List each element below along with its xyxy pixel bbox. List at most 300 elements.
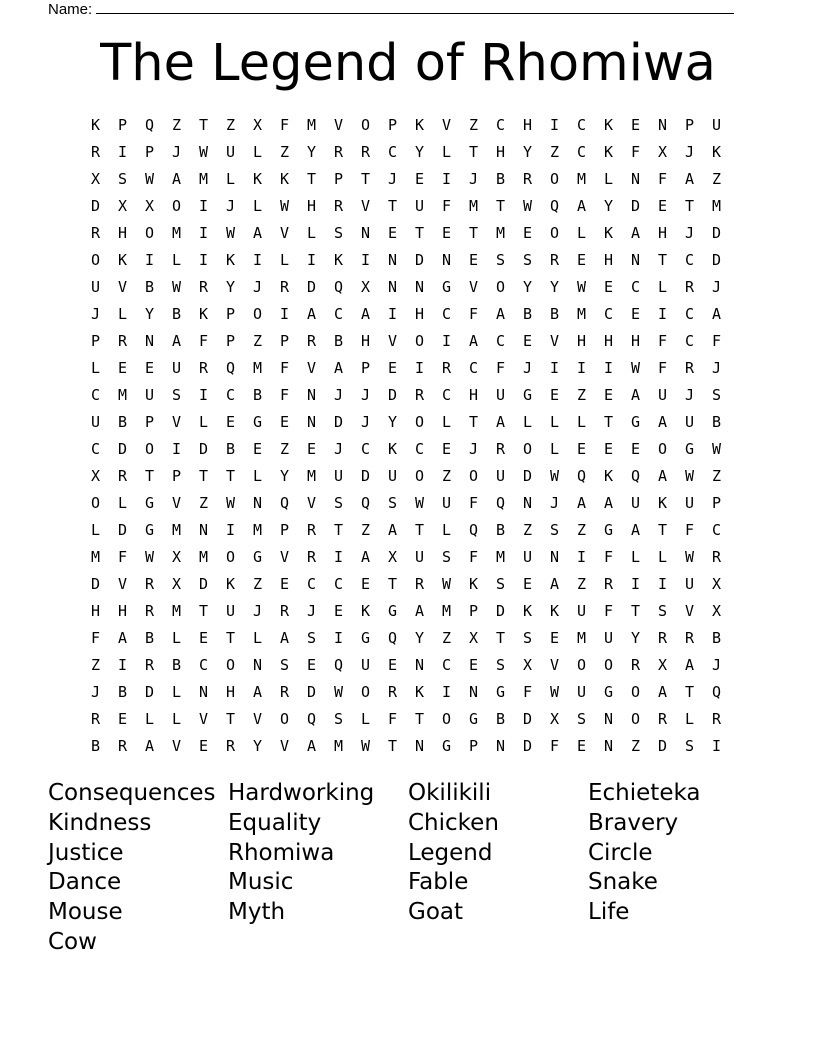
- grid-letter[interactable]: K: [603, 224, 614, 242]
- grid-letter[interactable]: E: [441, 440, 452, 458]
- grid-letter[interactable]: U: [522, 548, 533, 566]
- grid-letter[interactable]: B: [711, 629, 722, 647]
- grid-letter[interactable]: S: [711, 386, 722, 404]
- grid-letter[interactable]: Y: [522, 278, 533, 296]
- grid-letter[interactable]: Z: [468, 116, 479, 134]
- grid-letter[interactable]: B: [252, 386, 263, 404]
- grid-letter[interactable]: V: [171, 413, 182, 431]
- grid-letter[interactable]: R: [279, 683, 290, 701]
- grid-letter[interactable]: I: [414, 359, 425, 377]
- grid-letter[interactable]: I: [603, 359, 614, 377]
- grid-letter[interactable]: F: [198, 332, 209, 350]
- grid-letter[interactable]: E: [603, 440, 614, 458]
- grid-letter[interactable]: K: [549, 602, 560, 620]
- grid-letter[interactable]: L: [252, 467, 263, 485]
- grid-letter[interactable]: A: [630, 521, 641, 539]
- grid-letter[interactable]: U: [414, 197, 425, 215]
- grid-letter[interactable]: R: [90, 143, 101, 161]
- grid-letter[interactable]: R: [711, 548, 722, 566]
- grid-letter[interactable]: O: [630, 683, 641, 701]
- grid-letter[interactable]: C: [684, 251, 695, 269]
- grid-letter[interactable]: O: [90, 251, 101, 269]
- grid-letter[interactable]: Y: [252, 737, 263, 755]
- grid-letter[interactable]: T: [225, 467, 236, 485]
- grid-letter[interactable]: M: [576, 629, 587, 647]
- grid-letter[interactable]: U: [495, 386, 506, 404]
- grid-letter[interactable]: N: [252, 656, 263, 674]
- grid-letter[interactable]: V: [279, 548, 290, 566]
- grid-letter[interactable]: Q: [333, 278, 344, 296]
- grid-letter[interactable]: X: [522, 656, 533, 674]
- grid-letter[interactable]: N: [387, 251, 398, 269]
- grid-letter[interactable]: K: [333, 251, 344, 269]
- grid-letter[interactable]: F: [279, 386, 290, 404]
- grid-letter[interactable]: H: [657, 224, 668, 242]
- grid-letter[interactable]: A: [333, 359, 344, 377]
- grid-letter[interactable]: F: [468, 548, 479, 566]
- grid-letter[interactable]: L: [603, 170, 614, 188]
- grid-letter[interactable]: Z: [441, 467, 452, 485]
- grid-letter[interactable]: E: [117, 359, 128, 377]
- grid-letter[interactable]: T: [306, 170, 317, 188]
- grid-letter[interactable]: K: [360, 602, 371, 620]
- grid-letter[interactable]: H: [468, 386, 479, 404]
- grid-letter[interactable]: E: [576, 737, 587, 755]
- grid-letter[interactable]: P: [279, 332, 290, 350]
- grid-letter[interactable]: Q: [576, 467, 587, 485]
- grid-letter[interactable]: R: [360, 143, 371, 161]
- grid-letter[interactable]: F: [711, 332, 722, 350]
- grid-letter[interactable]: S: [279, 656, 290, 674]
- grid-letter[interactable]: R: [603, 575, 614, 593]
- grid-letter[interactable]: G: [252, 548, 263, 566]
- grid-letter[interactable]: O: [90, 494, 101, 512]
- grid-letter[interactable]: A: [576, 197, 587, 215]
- grid-letter[interactable]: C: [333, 575, 344, 593]
- grid-letter[interactable]: F: [657, 359, 668, 377]
- grid-letter[interactable]: X: [90, 467, 101, 485]
- grid-letter[interactable]: A: [171, 332, 182, 350]
- grid-letter[interactable]: L: [171, 251, 182, 269]
- grid-letter[interactable]: K: [603, 116, 614, 134]
- grid-letter[interactable]: U: [387, 467, 398, 485]
- grid-letter[interactable]: U: [603, 629, 614, 647]
- grid-letter[interactable]: E: [252, 440, 263, 458]
- grid-letter[interactable]: R: [306, 548, 317, 566]
- grid-letter[interactable]: N: [549, 548, 560, 566]
- grid-letter[interactable]: O: [441, 710, 452, 728]
- grid-letter[interactable]: I: [441, 683, 452, 701]
- grid-letter[interactable]: L: [225, 170, 236, 188]
- grid-letter[interactable]: Y: [279, 467, 290, 485]
- grid-letter[interactable]: Z: [576, 386, 587, 404]
- grid-letter[interactable]: W: [225, 494, 236, 512]
- grid-letter[interactable]: P: [387, 116, 398, 134]
- grid-letter[interactable]: T: [387, 197, 398, 215]
- grid-letter[interactable]: H: [603, 332, 614, 350]
- grid-letter[interactable]: J: [360, 413, 371, 431]
- grid-letter[interactable]: B: [549, 305, 560, 323]
- grid-letter[interactable]: E: [522, 332, 533, 350]
- grid-letter[interactable]: L: [171, 629, 182, 647]
- grid-letter[interactable]: I: [198, 197, 209, 215]
- grid-letter[interactable]: A: [468, 332, 479, 350]
- grid-letter[interactable]: J: [225, 197, 236, 215]
- name-field[interactable]: [48, 0, 734, 19]
- grid-letter[interactable]: A: [549, 575, 560, 593]
- grid-letter[interactable]: I: [630, 575, 641, 593]
- grid-letter[interactable]: R: [144, 656, 155, 674]
- grid-letter[interactable]: Z: [360, 521, 371, 539]
- grid-letter[interactable]: S: [117, 170, 128, 188]
- grid-letter[interactable]: F: [522, 683, 533, 701]
- grid-letter[interactable]: D: [144, 683, 155, 701]
- grid-letter[interactable]: B: [144, 278, 155, 296]
- grid-letter[interactable]: R: [90, 710, 101, 728]
- grid-letter[interactable]: U: [576, 602, 587, 620]
- grid-letter[interactable]: T: [468, 143, 479, 161]
- grid-letter[interactable]: Y: [522, 143, 533, 161]
- grid-letter[interactable]: K: [90, 116, 101, 134]
- grid-letter[interactable]: R: [333, 143, 344, 161]
- grid-letter[interactable]: J: [522, 359, 533, 377]
- grid-letter[interactable]: S: [495, 656, 506, 674]
- grid-letter[interactable]: T: [414, 224, 425, 242]
- grid-letter[interactable]: H: [414, 305, 425, 323]
- grid-letter[interactable]: Q: [711, 683, 722, 701]
- grid-letter[interactable]: D: [360, 467, 371, 485]
- name-blank-line[interactable]: [96, 0, 734, 14]
- grid-letter[interactable]: E: [414, 170, 425, 188]
- grid-letter[interactable]: U: [441, 494, 452, 512]
- grid-letter[interactable]: P: [171, 467, 182, 485]
- grid-letter[interactable]: T: [225, 710, 236, 728]
- grid-letter[interactable]: Q: [360, 494, 371, 512]
- grid-letter[interactable]: M: [198, 170, 209, 188]
- grid-letter[interactable]: W: [576, 278, 587, 296]
- grid-letter[interactable]: M: [576, 170, 587, 188]
- grid-letter[interactable]: L: [144, 710, 155, 728]
- grid-letter[interactable]: K: [603, 143, 614, 161]
- grid-letter[interactable]: B: [495, 710, 506, 728]
- grid-letter[interactable]: L: [360, 710, 371, 728]
- grid-letter[interactable]: R: [117, 737, 128, 755]
- grid-letter[interactable]: R: [198, 278, 209, 296]
- grid-letter[interactable]: Q: [495, 494, 506, 512]
- grid-letter[interactable]: J: [711, 359, 722, 377]
- grid-letter[interactable]: O: [414, 467, 425, 485]
- grid-letter[interactable]: Y: [549, 278, 560, 296]
- grid-letter[interactable]: K: [279, 170, 290, 188]
- grid-letter[interactable]: X: [657, 656, 668, 674]
- grid-letter[interactable]: I: [198, 386, 209, 404]
- grid-letter[interactable]: A: [711, 305, 722, 323]
- grid-letter[interactable]: L: [684, 710, 695, 728]
- grid-letter[interactable]: T: [414, 710, 425, 728]
- grid-letter[interactable]: R: [684, 629, 695, 647]
- grid-letter[interactable]: C: [468, 359, 479, 377]
- grid-letter[interactable]: X: [117, 197, 128, 215]
- grid-letter[interactable]: Q: [630, 467, 641, 485]
- grid-letter[interactable]: A: [171, 170, 182, 188]
- grid-letter[interactable]: O: [414, 332, 425, 350]
- grid-letter[interactable]: G: [603, 683, 614, 701]
- grid-letter[interactable]: I: [252, 251, 263, 269]
- grid-letter[interactable]: E: [468, 251, 479, 269]
- grid-letter[interactable]: M: [171, 224, 182, 242]
- grid-letter[interactable]: I: [333, 548, 344, 566]
- grid-letter[interactable]: K: [522, 602, 533, 620]
- grid-letter[interactable]: R: [225, 737, 236, 755]
- grid-letter[interactable]: N: [360, 224, 371, 242]
- grid-letter[interactable]: J: [252, 278, 263, 296]
- grid-letter[interactable]: T: [387, 737, 398, 755]
- grid-letter[interactable]: M: [117, 386, 128, 404]
- grid-letter[interactable]: Y: [387, 413, 398, 431]
- grid-letter[interactable]: U: [711, 116, 722, 134]
- grid-letter[interactable]: B: [522, 305, 533, 323]
- grid-letter[interactable]: R: [657, 629, 668, 647]
- grid-letter[interactable]: A: [306, 737, 317, 755]
- grid-letter[interactable]: Y: [144, 305, 155, 323]
- grid-letter[interactable]: L: [549, 413, 560, 431]
- grid-letter[interactable]: C: [684, 305, 695, 323]
- grid-letter[interactable]: A: [495, 413, 506, 431]
- grid-letter[interactable]: L: [171, 710, 182, 728]
- grid-letter[interactable]: H: [576, 332, 587, 350]
- grid-letter[interactable]: T: [630, 602, 641, 620]
- grid-letter[interactable]: E: [387, 359, 398, 377]
- grid-letter[interactable]: Q: [306, 710, 317, 728]
- grid-letter[interactable]: F: [117, 548, 128, 566]
- grid-letter[interactable]: E: [360, 575, 371, 593]
- grid-letter[interactable]: J: [468, 440, 479, 458]
- grid-letter[interactable]: K: [414, 116, 425, 134]
- grid-letter[interactable]: M: [306, 467, 317, 485]
- grid-letter[interactable]: R: [414, 386, 425, 404]
- grid-letter[interactable]: R: [387, 683, 398, 701]
- grid-letter[interactable]: L: [306, 224, 317, 242]
- grid-letter[interactable]: U: [225, 143, 236, 161]
- grid-letter[interactable]: H: [90, 602, 101, 620]
- grid-letter[interactable]: U: [495, 467, 506, 485]
- grid-letter[interactable]: R: [684, 359, 695, 377]
- grid-letter[interactable]: R: [549, 251, 560, 269]
- grid-letter[interactable]: I: [576, 359, 587, 377]
- grid-letter[interactable]: R: [441, 359, 452, 377]
- grid-letter[interactable]: M: [306, 116, 317, 134]
- grid-letter[interactable]: Z: [441, 629, 452, 647]
- grid-letter[interactable]: G: [144, 494, 155, 512]
- grid-letter[interactable]: R: [657, 710, 668, 728]
- grid-letter[interactable]: T: [387, 575, 398, 593]
- grid-letter[interactable]: C: [441, 386, 452, 404]
- grid-letter[interactable]: C: [198, 656, 209, 674]
- grid-letter[interactable]: U: [684, 413, 695, 431]
- grid-letter[interactable]: J: [387, 170, 398, 188]
- grid-letter[interactable]: C: [360, 440, 371, 458]
- grid-letter[interactable]: N: [495, 737, 506, 755]
- grid-letter[interactable]: U: [684, 494, 695, 512]
- grid-letter[interactable]: P: [90, 332, 101, 350]
- grid-letter[interactable]: M: [171, 521, 182, 539]
- grid-letter[interactable]: A: [495, 305, 506, 323]
- grid-letter[interactable]: O: [360, 683, 371, 701]
- grid-letter[interactable]: Y: [225, 278, 236, 296]
- grid-letter[interactable]: N: [252, 494, 263, 512]
- grid-letter[interactable]: H: [117, 602, 128, 620]
- grid-letter[interactable]: N: [603, 710, 614, 728]
- grid-letter[interactable]: P: [225, 332, 236, 350]
- grid-letter[interactable]: C: [495, 116, 506, 134]
- grid-letter[interactable]: C: [576, 143, 587, 161]
- grid-letter[interactable]: P: [468, 737, 479, 755]
- grid-letter[interactable]: P: [711, 494, 722, 512]
- grid-letter[interactable]: B: [225, 440, 236, 458]
- grid-letter[interactable]: S: [441, 548, 452, 566]
- grid-letter[interactable]: R: [711, 710, 722, 728]
- grid-letter[interactable]: J: [90, 305, 101, 323]
- grid-letter[interactable]: R: [414, 575, 425, 593]
- grid-letter[interactable]: E: [630, 305, 641, 323]
- grid-letter[interactable]: K: [117, 251, 128, 269]
- grid-letter[interactable]: E: [576, 440, 587, 458]
- grid-letter[interactable]: E: [306, 440, 317, 458]
- grid-letter[interactable]: X: [144, 197, 155, 215]
- grid-letter[interactable]: I: [306, 251, 317, 269]
- grid-letter[interactable]: S: [522, 251, 533, 269]
- grid-letter[interactable]: X: [711, 602, 722, 620]
- grid-letter[interactable]: D: [333, 413, 344, 431]
- grid-letter[interactable]: S: [171, 386, 182, 404]
- grid-letter[interactable]: O: [414, 413, 425, 431]
- grid-letter[interactable]: Q: [144, 116, 155, 134]
- grid-letter[interactable]: L: [90, 521, 101, 539]
- grid-letter[interactable]: U: [225, 602, 236, 620]
- grid-letter[interactable]: K: [225, 575, 236, 593]
- grid-letter[interactable]: T: [225, 629, 236, 647]
- grid-letter[interactable]: P: [333, 170, 344, 188]
- grid-letter[interactable]: T: [495, 629, 506, 647]
- grid-letter[interactable]: L: [90, 359, 101, 377]
- grid-letter[interactable]: G: [252, 413, 263, 431]
- grid-letter[interactable]: S: [333, 710, 344, 728]
- grid-letter[interactable]: E: [630, 116, 641, 134]
- grid-letter[interactable]: A: [657, 467, 668, 485]
- grid-letter[interactable]: W: [549, 467, 560, 485]
- grid-letter[interactable]: M: [252, 359, 263, 377]
- grid-letter[interactable]: V: [117, 575, 128, 593]
- grid-letter[interactable]: A: [306, 305, 317, 323]
- grid-letter[interactable]: V: [198, 710, 209, 728]
- grid-letter[interactable]: Q: [279, 494, 290, 512]
- grid-letter[interactable]: O: [657, 440, 668, 458]
- grid-letter[interactable]: O: [225, 656, 236, 674]
- grid-letter[interactable]: F: [549, 737, 560, 755]
- grid-letter[interactable]: U: [171, 359, 182, 377]
- grid-letter[interactable]: Q: [225, 359, 236, 377]
- grid-letter[interactable]: R: [144, 602, 155, 620]
- grid-letter[interactable]: Z: [576, 521, 587, 539]
- grid-letter[interactable]: U: [360, 656, 371, 674]
- grid-letter[interactable]: V: [171, 737, 182, 755]
- grid-letter[interactable]: N: [306, 386, 317, 404]
- grid-letter[interactable]: B: [117, 413, 128, 431]
- grid-letter[interactable]: Z: [252, 575, 263, 593]
- grid-letter[interactable]: T: [603, 413, 614, 431]
- grid-letter[interactable]: W: [441, 575, 452, 593]
- grid-letter[interactable]: S: [522, 629, 533, 647]
- grid-letter[interactable]: K: [387, 440, 398, 458]
- grid-letter[interactable]: R: [144, 575, 155, 593]
- grid-letter[interactable]: S: [387, 494, 398, 512]
- grid-letter[interactable]: E: [225, 413, 236, 431]
- grid-letter[interactable]: X: [171, 575, 182, 593]
- grid-letter[interactable]: I: [117, 656, 128, 674]
- grid-letter[interactable]: X: [252, 116, 263, 134]
- grid-letter[interactable]: M: [198, 548, 209, 566]
- grid-letter[interactable]: Z: [576, 575, 587, 593]
- grid-letter[interactable]: E: [630, 440, 641, 458]
- grid-letter[interactable]: D: [198, 440, 209, 458]
- grid-letter[interactable]: A: [657, 683, 668, 701]
- grid-letter[interactable]: M: [495, 548, 506, 566]
- grid-letter[interactable]: H: [225, 683, 236, 701]
- grid-letter[interactable]: A: [360, 305, 371, 323]
- grid-letter[interactable]: D: [711, 251, 722, 269]
- grid-letter[interactable]: A: [630, 224, 641, 242]
- grid-letter[interactable]: N: [306, 413, 317, 431]
- grid-letter[interactable]: M: [576, 305, 587, 323]
- grid-letter[interactable]: L: [117, 305, 128, 323]
- grid-letter[interactable]: P: [225, 305, 236, 323]
- grid-letter[interactable]: C: [441, 656, 452, 674]
- grid-letter[interactable]: G: [387, 602, 398, 620]
- grid-letter[interactable]: A: [684, 656, 695, 674]
- grid-letter[interactable]: F: [657, 332, 668, 350]
- grid-letter[interactable]: D: [90, 575, 101, 593]
- grid-letter[interactable]: S: [495, 575, 506, 593]
- grid-letter[interactable]: I: [333, 629, 344, 647]
- grid-letter[interactable]: L: [171, 683, 182, 701]
- grid-letter[interactable]: V: [468, 278, 479, 296]
- grid-letter[interactable]: P: [360, 359, 371, 377]
- grid-letter[interactable]: O: [603, 656, 614, 674]
- grid-letter[interactable]: Q: [468, 521, 479, 539]
- grid-letter[interactable]: K: [711, 143, 722, 161]
- grid-letter[interactable]: T: [144, 467, 155, 485]
- grid-letter[interactable]: D: [522, 737, 533, 755]
- grid-letter[interactable]: L: [549, 440, 560, 458]
- grid-letter[interactable]: B: [144, 629, 155, 647]
- grid-letter[interactable]: H: [630, 332, 641, 350]
- grid-letter[interactable]: R: [630, 656, 641, 674]
- grid-letter[interactable]: J: [684, 224, 695, 242]
- grid-letter[interactable]: W: [279, 197, 290, 215]
- grid-letter[interactable]: B: [333, 332, 344, 350]
- grid-letter[interactable]: L: [252, 143, 263, 161]
- grid-letter[interactable]: N: [630, 170, 641, 188]
- grid-letter[interactable]: N: [144, 332, 155, 350]
- grid-letter[interactable]: M: [252, 521, 263, 539]
- grid-letter[interactable]: O: [468, 467, 479, 485]
- grid-letter[interactable]: E: [576, 251, 587, 269]
- grid-letter[interactable]: E: [387, 656, 398, 674]
- grid-letter[interactable]: A: [657, 413, 668, 431]
- grid-letter[interactable]: V: [252, 710, 263, 728]
- grid-letter[interactable]: R: [198, 359, 209, 377]
- grid-letter[interactable]: G: [441, 278, 452, 296]
